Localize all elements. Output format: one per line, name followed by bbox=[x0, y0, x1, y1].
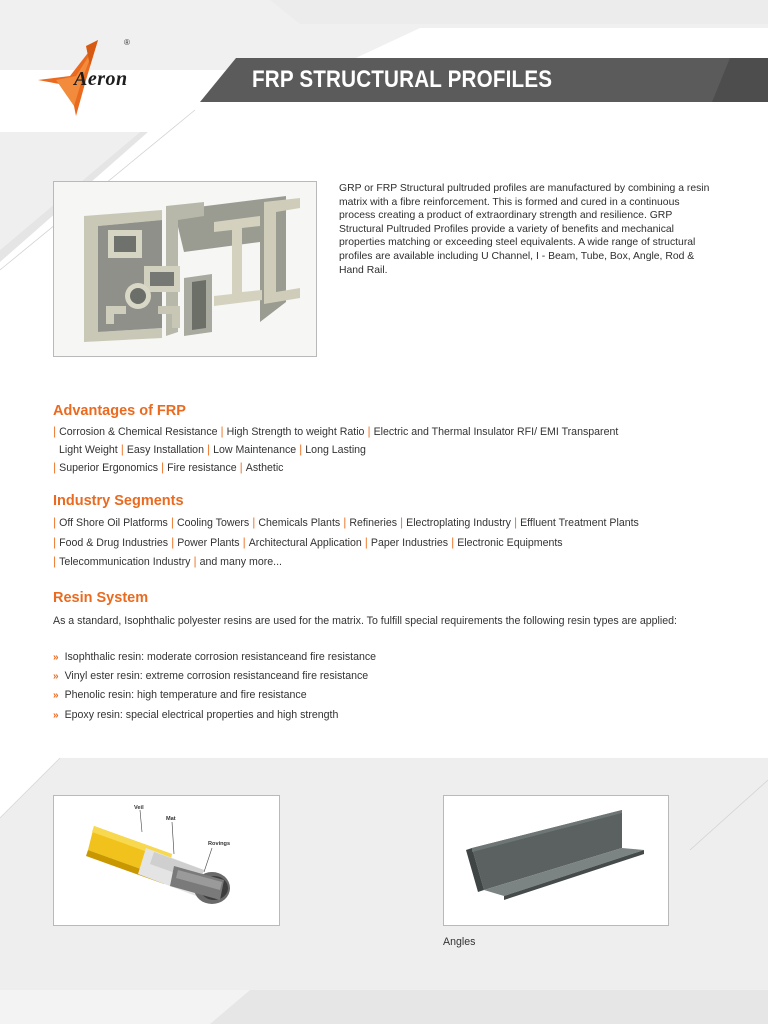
fibre-roving-illustration bbox=[53, 795, 280, 926]
pipe-separator: | bbox=[239, 460, 243, 474]
pipe-separator: | bbox=[400, 515, 404, 529]
bullet-icon: » bbox=[53, 652, 59, 663]
intro-paragraph: GRP or FRP Structural pultruded profiles are manufactured by combining a resin matrix with a fibre reinforcement. This is formed and cured in a continuous process creating a product of extraordinary strength and resilience. GRP Structural Pultruded Profiles provide a variety of benefits and mechanical properties matching or exceeding steel equivalents. A wide range of structural profiles are available including U Channel, I - Beam, Tube, Box, Angle, Rod & Hand Rail. bbox=[339, 183, 710, 276]
advantage-item: Low Maintenance bbox=[213, 444, 297, 456]
industry-item: Paper Industries bbox=[370, 537, 449, 549]
advantage-item: Corrosion & Chemical Resistance bbox=[59, 426, 218, 438]
industry-item: Telecommunication Industry bbox=[59, 556, 191, 568]
pipe-separator: | bbox=[120, 442, 124, 456]
pipe-separator: | bbox=[161, 460, 165, 474]
brand-name: Aeron bbox=[74, 68, 128, 90]
veil-label: Veil bbox=[134, 805, 144, 811]
advantage-item: Superior Ergonomics bbox=[59, 462, 159, 474]
industry-item: Cooling Towers bbox=[176, 517, 250, 529]
resin-item-text: Epoxy resin: special electrical properties and high strength bbox=[64, 709, 339, 721]
pipe-separator: | bbox=[53, 535, 57, 549]
industry-item: and many more... bbox=[199, 556, 282, 568]
pipe-separator: | bbox=[299, 442, 303, 456]
industry-row bbox=[53, 554, 282, 569]
industry-item: Chemicals Plants bbox=[258, 517, 341, 529]
industry-item: Architectural Application bbox=[248, 537, 362, 549]
advantage-row bbox=[53, 424, 618, 439]
industry-item: Food & Drug Industries bbox=[59, 537, 169, 549]
pipe-separator: | bbox=[451, 535, 455, 549]
advantage-item: Light Weight bbox=[59, 444, 118, 456]
industry-item: Off Shore Oil Platforms bbox=[59, 517, 168, 529]
industry-row bbox=[53, 515, 639, 530]
industry-heading: Industry Segments bbox=[53, 493, 184, 509]
bullet-icon: » bbox=[53, 671, 59, 682]
industry-row bbox=[53, 535, 563, 550]
pipe-separator: | bbox=[343, 515, 347, 529]
pipe-separator: | bbox=[193, 554, 197, 568]
pipe-separator: | bbox=[242, 535, 246, 549]
page-title: FRP STRUCTURAL PROFILES bbox=[252, 66, 553, 93]
pipe-separator: | bbox=[252, 515, 256, 529]
registered-mark: ® bbox=[124, 38, 130, 47]
advantage-item: Long Lasting bbox=[305, 444, 366, 456]
industry-item: Refineries bbox=[349, 517, 398, 529]
pipe-separator: | bbox=[367, 424, 371, 438]
mat-label: Mat bbox=[166, 816, 176, 822]
advantage-item: Easy Installation bbox=[126, 444, 204, 456]
resin-item bbox=[53, 670, 368, 682]
rovings-label: Rovings bbox=[208, 841, 231, 847]
pipe-separator: | bbox=[171, 535, 175, 549]
resin-heading: Resin System bbox=[53, 590, 149, 606]
advantages-heading: Advantages of FRP bbox=[53, 403, 186, 419]
pipe-separator: | bbox=[170, 515, 174, 529]
resin-intro: As a standard, Isophthalic polyester resins are used for the matrix. To fulfill special requirements the following resin types are applied: bbox=[53, 615, 677, 627]
resin-item-text: Vinyl ester resin: extreme corrosion resistanceand fire resistance bbox=[64, 670, 369, 682]
frp-angle-photo bbox=[443, 795, 669, 926]
resin-item bbox=[53, 651, 376, 663]
resin-item bbox=[53, 689, 307, 701]
pipe-separator: | bbox=[220, 424, 224, 438]
advantage-item: Electric and Thermal Insulator RFI/ EMI Transparent bbox=[373, 426, 619, 438]
pipe-separator: | bbox=[53, 424, 57, 438]
bullet-icon: » bbox=[53, 690, 59, 701]
pipe-separator: | bbox=[53, 515, 57, 529]
advantage-row bbox=[53, 442, 366, 457]
resin-item-text: Isophthalic resin: moderate corrosion resistanceand fire resistance bbox=[64, 651, 377, 663]
resin-item bbox=[53, 709, 338, 721]
advantage-item: High Strength to weight Ratio bbox=[226, 426, 365, 438]
pipe-separator: | bbox=[513, 515, 518, 529]
industry-item: Effluent Treatment Plants bbox=[520, 517, 639, 529]
advantage-item: Asthetic bbox=[245, 462, 284, 474]
advantage-item: Fire resistance bbox=[167, 462, 237, 474]
angle-caption: Angles bbox=[443, 936, 476, 948]
pipe-separator: | bbox=[206, 442, 211, 456]
pipe-separator: | bbox=[53, 554, 57, 568]
pipe-separator: | bbox=[53, 460, 57, 474]
bullet-icon: » bbox=[53, 710, 59, 721]
industry-item: Electroplating Industry bbox=[406, 517, 511, 529]
industry-item: Power Plants bbox=[177, 537, 240, 549]
frp-profiles-photo bbox=[53, 181, 317, 357]
resin-item-text: Phenolic resin: high temperature and fire resistance bbox=[64, 689, 307, 701]
advantage-row bbox=[53, 460, 283, 475]
pipe-separator: | bbox=[364, 535, 368, 549]
industry-item: Electronic Equipments bbox=[457, 537, 563, 549]
